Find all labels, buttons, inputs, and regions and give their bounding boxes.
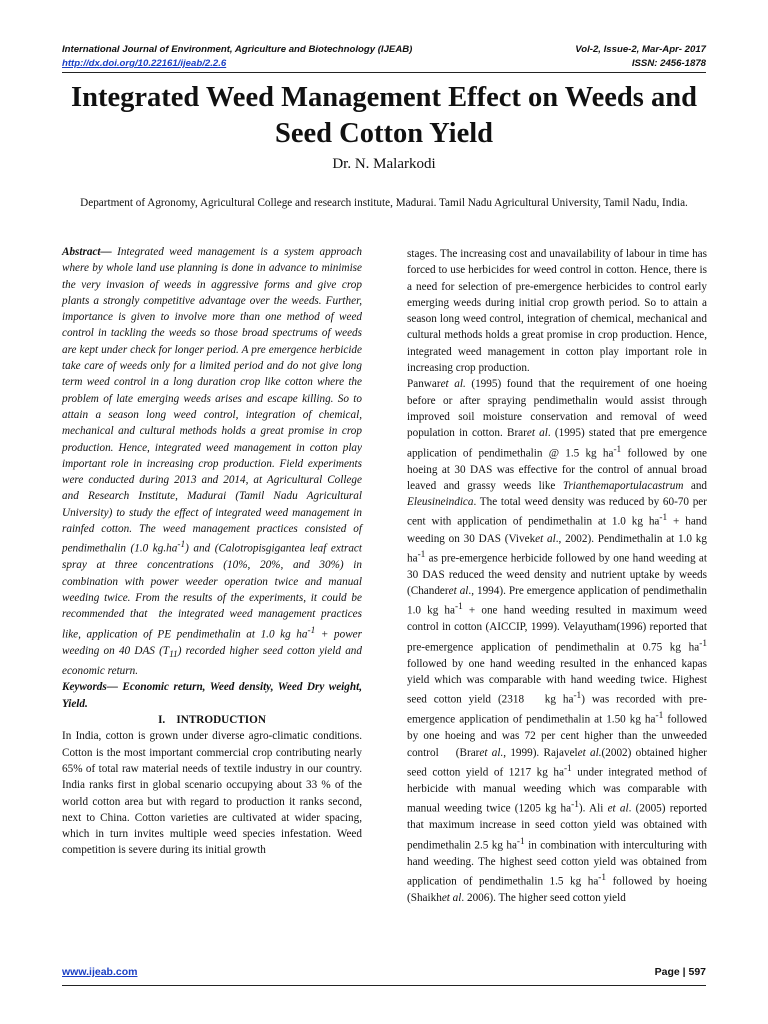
left-column [62,244,362,859]
intro-paragraph: In India, cotton is grown under diverse agro-climatic conditions. Cotton is the most important commercial crop contributing nearly 65% of total raw material needs of textile industry in our country. India ranks first in global scenario occupying about 33 % of the world cotton area but with regard to production it ranks second, next to China. Cotton varieties are cultivated at wider spacing, which in turn invites multiple weed species infestation. Weed competition is severe during its initial growth [62,730,362,857]
page-number: Page | 597 [654,966,706,978]
abstract: Abstract— Integrated weed management is a system approach where by whole land use planning is done in advance to minimise the very invasion of weeds in aggressive forms and give crop plants a strongly competitive advantage over the weeds. Further, importance is given to involve more than one method of weed control in tackling the weeds so those broad spectrums of weeds are kept under check for longer period. A pre emergence herbicide take care of weeds only for a limited period and do not give long term weed control in a long duration crop like cotton where the problem of late emerging weeds arises and escape killing. So to attain a season long weed control, integration of chemical, mechanical and cultural methods holds a great promise in crop production. Hence, integrated weed management in cotton play important role in increasing crop production. Field experiments were conducted during 2013 and 2014, at Agricultural College and Research Institute, Madurai (Tamil Nadu Agricultural University) to study the effect of integrated weed management in rainfed cotton. The weed management practices consisted of pendimethalin (1.0 $kg.ha^{-1}$) and (Calotropisgigantea leaf extract spray at three concentrations (10%, 20%, and 30%) in combination with power weeder operation twice and manual weeding twice. From the results of the experiments, it could be recommended that the integrated weed management practices like, application of PE pendimethalin at 1.0 kg $ha^{-1}$ + power weeding on 40 DAS $(T_{11})$ recorded higher seed cotton yield and economic return. [62,246,362,678]
issue-info: Vol-2, Issue-2, Mar-Apr- 2017 [575,44,706,55]
keywords: Keywords— Economic return, Weed density, Weed Dry weight, Yield. [62,681,362,710]
footer-divider [62,985,706,986]
intro-paragraph-continued: stages. The increasing cost and unavailability of labour in time has forced to use herbicides for weed control in cotton. Hence, there is a need for selection of pre-emergence herbicides to control early emerging weeds during initial crop growth period. So to attain a season long weed control, integration of chemical, mechanical and cultural methods holds a great promise in crop production. Hence, integrated weed management in cotton play important role in increasing crop production. [407,248,707,375]
section-heading-introduction: I. INTRODUCTION [158,714,266,727]
issn: ISSN: 2456-1878 [631,58,706,69]
abstract-label: Abstract— [62,246,112,258]
journal-name: International Journal of Environment, Agriculture and Biotechnology (IJEAB) [62,44,413,55]
paper-title: Integrated Weed Management Effect on Weeds and Seed Cotton Yield [71,82,697,149]
author-name: Dr. N. Malarkodi [332,156,436,172]
literature-review-paragraph: Panwaret al. (1995) found that the requirement of one hoeing before or after spraying pendimethalin would assist through improved soil moisture conservation and removal of weed population in cotton. Braret al. (1995) stated that pre emergence application of pendimethalin @ 1.5 kg $ha^{-1}$ followed by one hoeing at 30 DAS was effective for the control of annual broad leaved and grassy weeds like Trianthemaportulacastrum and Eleusineindica. The total weed density was reduced by 60-70 per cent with application of pendimethalin at 1.0 kg $ha^{-1}$ + hand weeding on 30 DAS (Viveket al., 2002). Pendimethalin at 1.0 kg $ha^{-1}$ as pre-emergence herbicide followed by one hand weeding at 30 DAS reduced the weed density and nutrient uptake by weeds (Chanderet al., 1994). Pre emergence application of pendimethalin 1.0 kg $ha^{-1}$ + one hand weeding resulted in maximum weed control in cotton (AICCIP, 1999). Velayutham(1996) reported that pre-emergence application of pendimethalin at 0.75 kg $ha^{-1}$ followed by one hand weeding resulted in the enhanced kapas yield which was comparable with hand weeding twice. Highest seed cotton yield (2318 kg $ha^{-1}$) was recorded with pre-emergence application of pendimethalin at 1.50 kg $ha^{-1}$ followed by one hoeing and was 72 per cent higher than the unweeded control (Braret al., 1999). Rajavelet al.(2002) obtained higher seed cotton yield of 1217 kg $ha^{-1}$ under integrated method of herbicide with manual weeding which was comparable with manual weeding twice (1205 kg $ha^{-1}$). Ali et al. (2005) reported that maximum increase in seed cotton yield was obtained with pendimethalin 2.5 kg $ha^{-1}$ in combination with interculturing with hand weeding. The highest seed cotton yield was obtained from application of pendimethalin 1.5 kg $ha^{-1}$ followed by hoeing (Shaikhet al. 2006). The higher seed cotton yield [407,378,708,905]
header-divider [62,72,706,73]
doi-link[interactable]: http://dx.doi.org/10.22161/ijeab/2.2.6 [62,58,227,69]
right-column [407,246,707,906]
journal-website-link[interactable]: www.ijeab.com [62,966,138,978]
author-affiliation: Department of Agronomy, Agricultural College and research institute, Madurai. Tamil Nadu Agricultural University, Tamil Nadu, India. [80,197,688,209]
